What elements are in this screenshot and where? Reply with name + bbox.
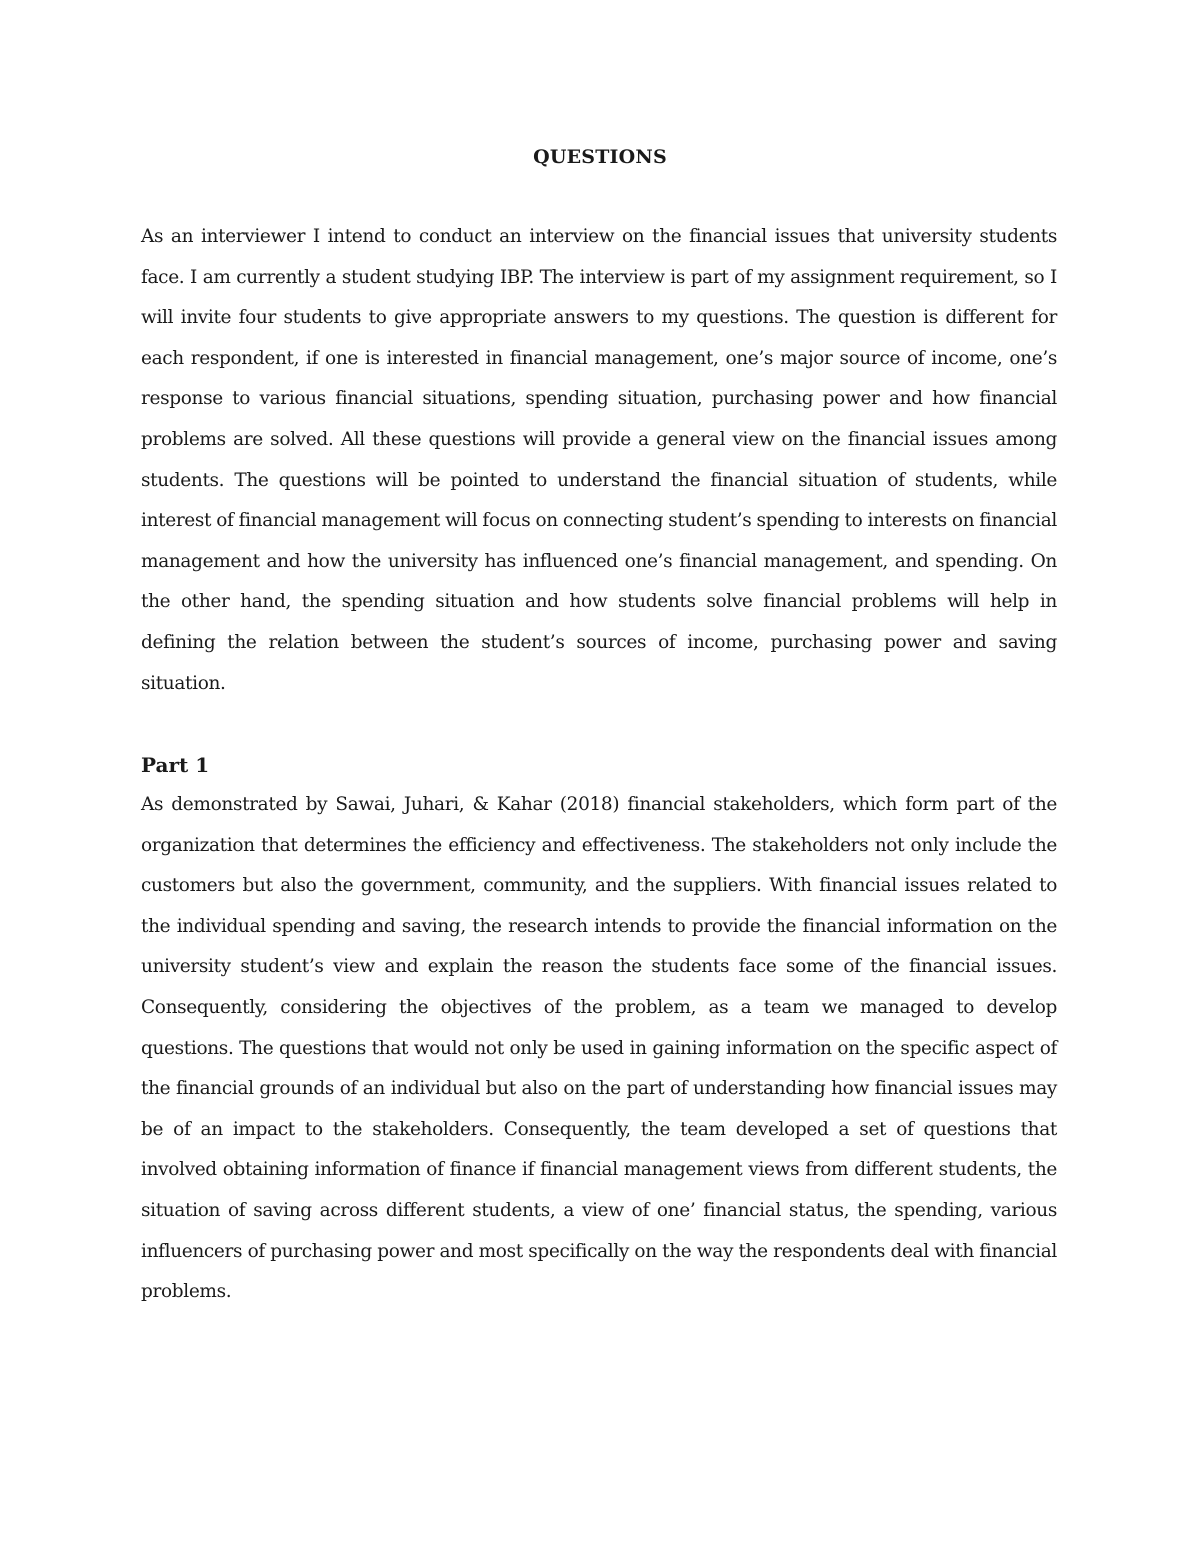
intro-paragraph: As an interviewer I intend to conduct an interview on the financial issues that university students face. I am currently a student studying IBP. The interview is part of my assignment requirement, so I will invite four students to give appropriate answers to my questions. The question is different for each respondent, if one is interested in financial management, one’s major source of income, one’s response to various financial situations, spending situation, purchasing power and how financial problems are solved. All these questions will provide a general view on the financial issues among students. The questions will be pointed to understand the financial situation of students, while interest of financial management will focus on connecting student’s spending to interests on financial management and how the university has influenced one’s financial management, and spending. On the other hand, the spending situation and how students solve financial problems will help in defining the relation between the student’s sources of income, purchasing power and saving situation. [141, 226, 1057, 694]
document-title: QUESTIONS [533, 146, 667, 168]
part1-paragraph: As demonstrated by Sawai, Juhari, & Kahar (2018) financial stakeholders, which form part of the organization that determines the efficiency and effectiveness. The stakeholders not only include the customers but also the government, community, and the suppliers. With financial issues related to the individual spending and saving, the research intends to provide the financial information on the university student’s view and explain the reason the students face some of the financial issues. Consequently, considering the objectives of the problem, as a team we managed to develop questions. The questions that would not only be used in gaining information on the specific aspect of the financial grounds of an individual but also on the part of understanding how financial issues may be of an impact to the stakeholders. Consequently, the team developed a set of questions that involved obtaining information of finance if financial management views from different students, the situation of saving across different students, a view of one’ financial status, the spending, various influencers of purchasing power and most specifically on the way the respondents deal with financial problems. [141, 794, 1057, 1303]
section-heading-part-1: Part 1 [141, 753, 210, 777]
